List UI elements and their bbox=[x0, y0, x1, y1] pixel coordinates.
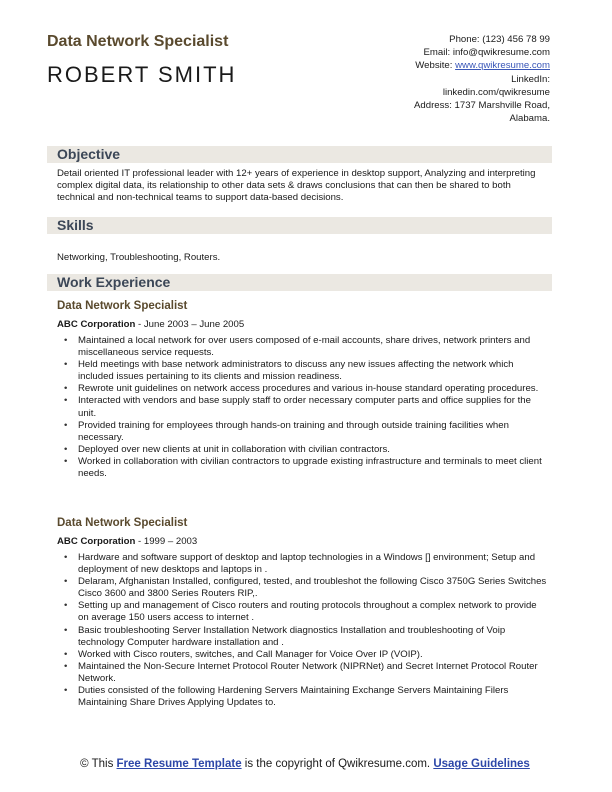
list-item: • Worked with Cisco routers, switches, and Call Manager for Voice Over IP (VOIP). bbox=[57, 649, 549, 661]
job-1-bullets bbox=[57, 335, 549, 480]
list-item: • Rewrote unit guidelines on network access procedures and various in-house standard operating procedures. bbox=[57, 383, 549, 395]
list-item: • Interacted with vendors and base supply staff to order necessary computer parts and office supplies for the unit. bbox=[57, 395, 549, 419]
website-label: Website: bbox=[415, 60, 456, 72]
contact-email: Email: info@qwikresume.com bbox=[423, 47, 550, 59]
candidate-name: ROBERT SMITH bbox=[47, 62, 237, 87]
list-item: • Basic troubleshooting Server Installation Network diagnostics Installation and troubleshooting of Voip technology Computer hardware installation and . bbox=[57, 625, 549, 649]
objective-text: Detail oriented IT professional leader with 12+ years of experience in desktop support, Analyzing and interpreting complex digital data, its relationship to other data sets & draws conclusions that can then be shared to both technical and non-technical teams to support data-based decisions. bbox=[57, 168, 536, 203]
job-1-dates: - June 2003 – June 2005 bbox=[135, 319, 245, 330]
job-1-company-line bbox=[57, 319, 244, 330]
footer-prefix: © This bbox=[80, 758, 117, 770]
objective-section-header bbox=[47, 146, 552, 163]
contact-phone: Phone: (123) 456 78 99 bbox=[449, 34, 550, 45]
experience-heading: Work Experience bbox=[57, 274, 171, 290]
job-2-dates: - 1999 – 2003 bbox=[135, 536, 198, 547]
job-1-title: Data Network Specialist bbox=[57, 300, 188, 312]
list-item: • Hardware and software support of desktop and laptop technologies in a Windows [] environment; Setup and deployment of new desktops and laptops in . bbox=[57, 552, 549, 576]
job-2-company-line bbox=[57, 536, 197, 547]
header-job-title: Data Network Specialist bbox=[47, 33, 229, 50]
job-2-title: Data Network Specialist bbox=[57, 517, 188, 529]
list-item: • Deployed over new clients at unit in collaboration with civilian contractors. bbox=[57, 444, 549, 456]
free-resume-template-link[interactable]: Free Resume Template bbox=[116, 758, 242, 770]
footer-middle: is the copyright of Qwikresume.com. bbox=[241, 758, 434, 770]
contact-block bbox=[290, 33, 550, 125]
list-item: • Duties consisted of the following Hardening Servers Maintaining Exchange Servers Maintaining Filers Maintaining Share Drives Applying Updates to. bbox=[57, 685, 549, 709]
job-1-company: ABC Corporation bbox=[57, 319, 136, 330]
objective-heading: Objective bbox=[57, 146, 121, 162]
skills-heading: Skills bbox=[57, 217, 94, 233]
website-link[interactable]: www.qwikresume.com bbox=[455, 60, 550, 72]
skills-text: Networking, Troubleshooting, Routers. bbox=[57, 252, 221, 263]
list-item: • Maintained a local network for over users composed of e-mail accounts, share drives, network printers and miscellaneous service requests. bbox=[57, 335, 549, 359]
usage-guidelines-link[interactable]: Usage Guidelines bbox=[433, 758, 530, 770]
list-item: • Worked in collaboration with civilian contractors to upgrade existing infrastructure and terminals to meet client needs. bbox=[57, 456, 549, 480]
list-item: • Setting up and management of Cisco routers and routing protocols throughout a complex network to provide on average 150 users access to internet . bbox=[57, 600, 549, 624]
contact-address-line-2: Alabama. bbox=[509, 113, 550, 125]
contact-linkedin-url[interactable]: linkedin.com/qwikresume bbox=[442, 86, 550, 98]
job-2-company: ABC Corporation bbox=[57, 536, 136, 547]
list-item: • Held meetings with base network administrators to discuss any new issues affecting the network which included issues pertaining to its clients and mission readiness. bbox=[57, 359, 549, 383]
contact-website bbox=[290, 59, 550, 72]
contact-address-line-1: Address: 1737 Marshville Road, bbox=[414, 100, 550, 112]
job-2-bullets bbox=[57, 552, 549, 709]
skills-section-header bbox=[47, 217, 552, 234]
list-item: • Provided training for employees through hands-on training and through outside training facilities when necessary. bbox=[57, 420, 549, 444]
list-item: • Maintained the Non-Secure Internet Protocol Router Network (NIPRNet) and Secret Internet Protocol Router Network. bbox=[57, 661, 549, 685]
copyright-footer bbox=[60, 757, 550, 771]
list-item: • Delaram, Afghanistan Installed, configured, tested, and troubleshot the following Cisco 3750G Series Switches Cisco 3600 and 3800 Series Routers RIP,. bbox=[57, 576, 549, 600]
contact-linkedin-label: LinkedIn: bbox=[511, 73, 550, 85]
experience-section-header bbox=[47, 274, 552, 291]
